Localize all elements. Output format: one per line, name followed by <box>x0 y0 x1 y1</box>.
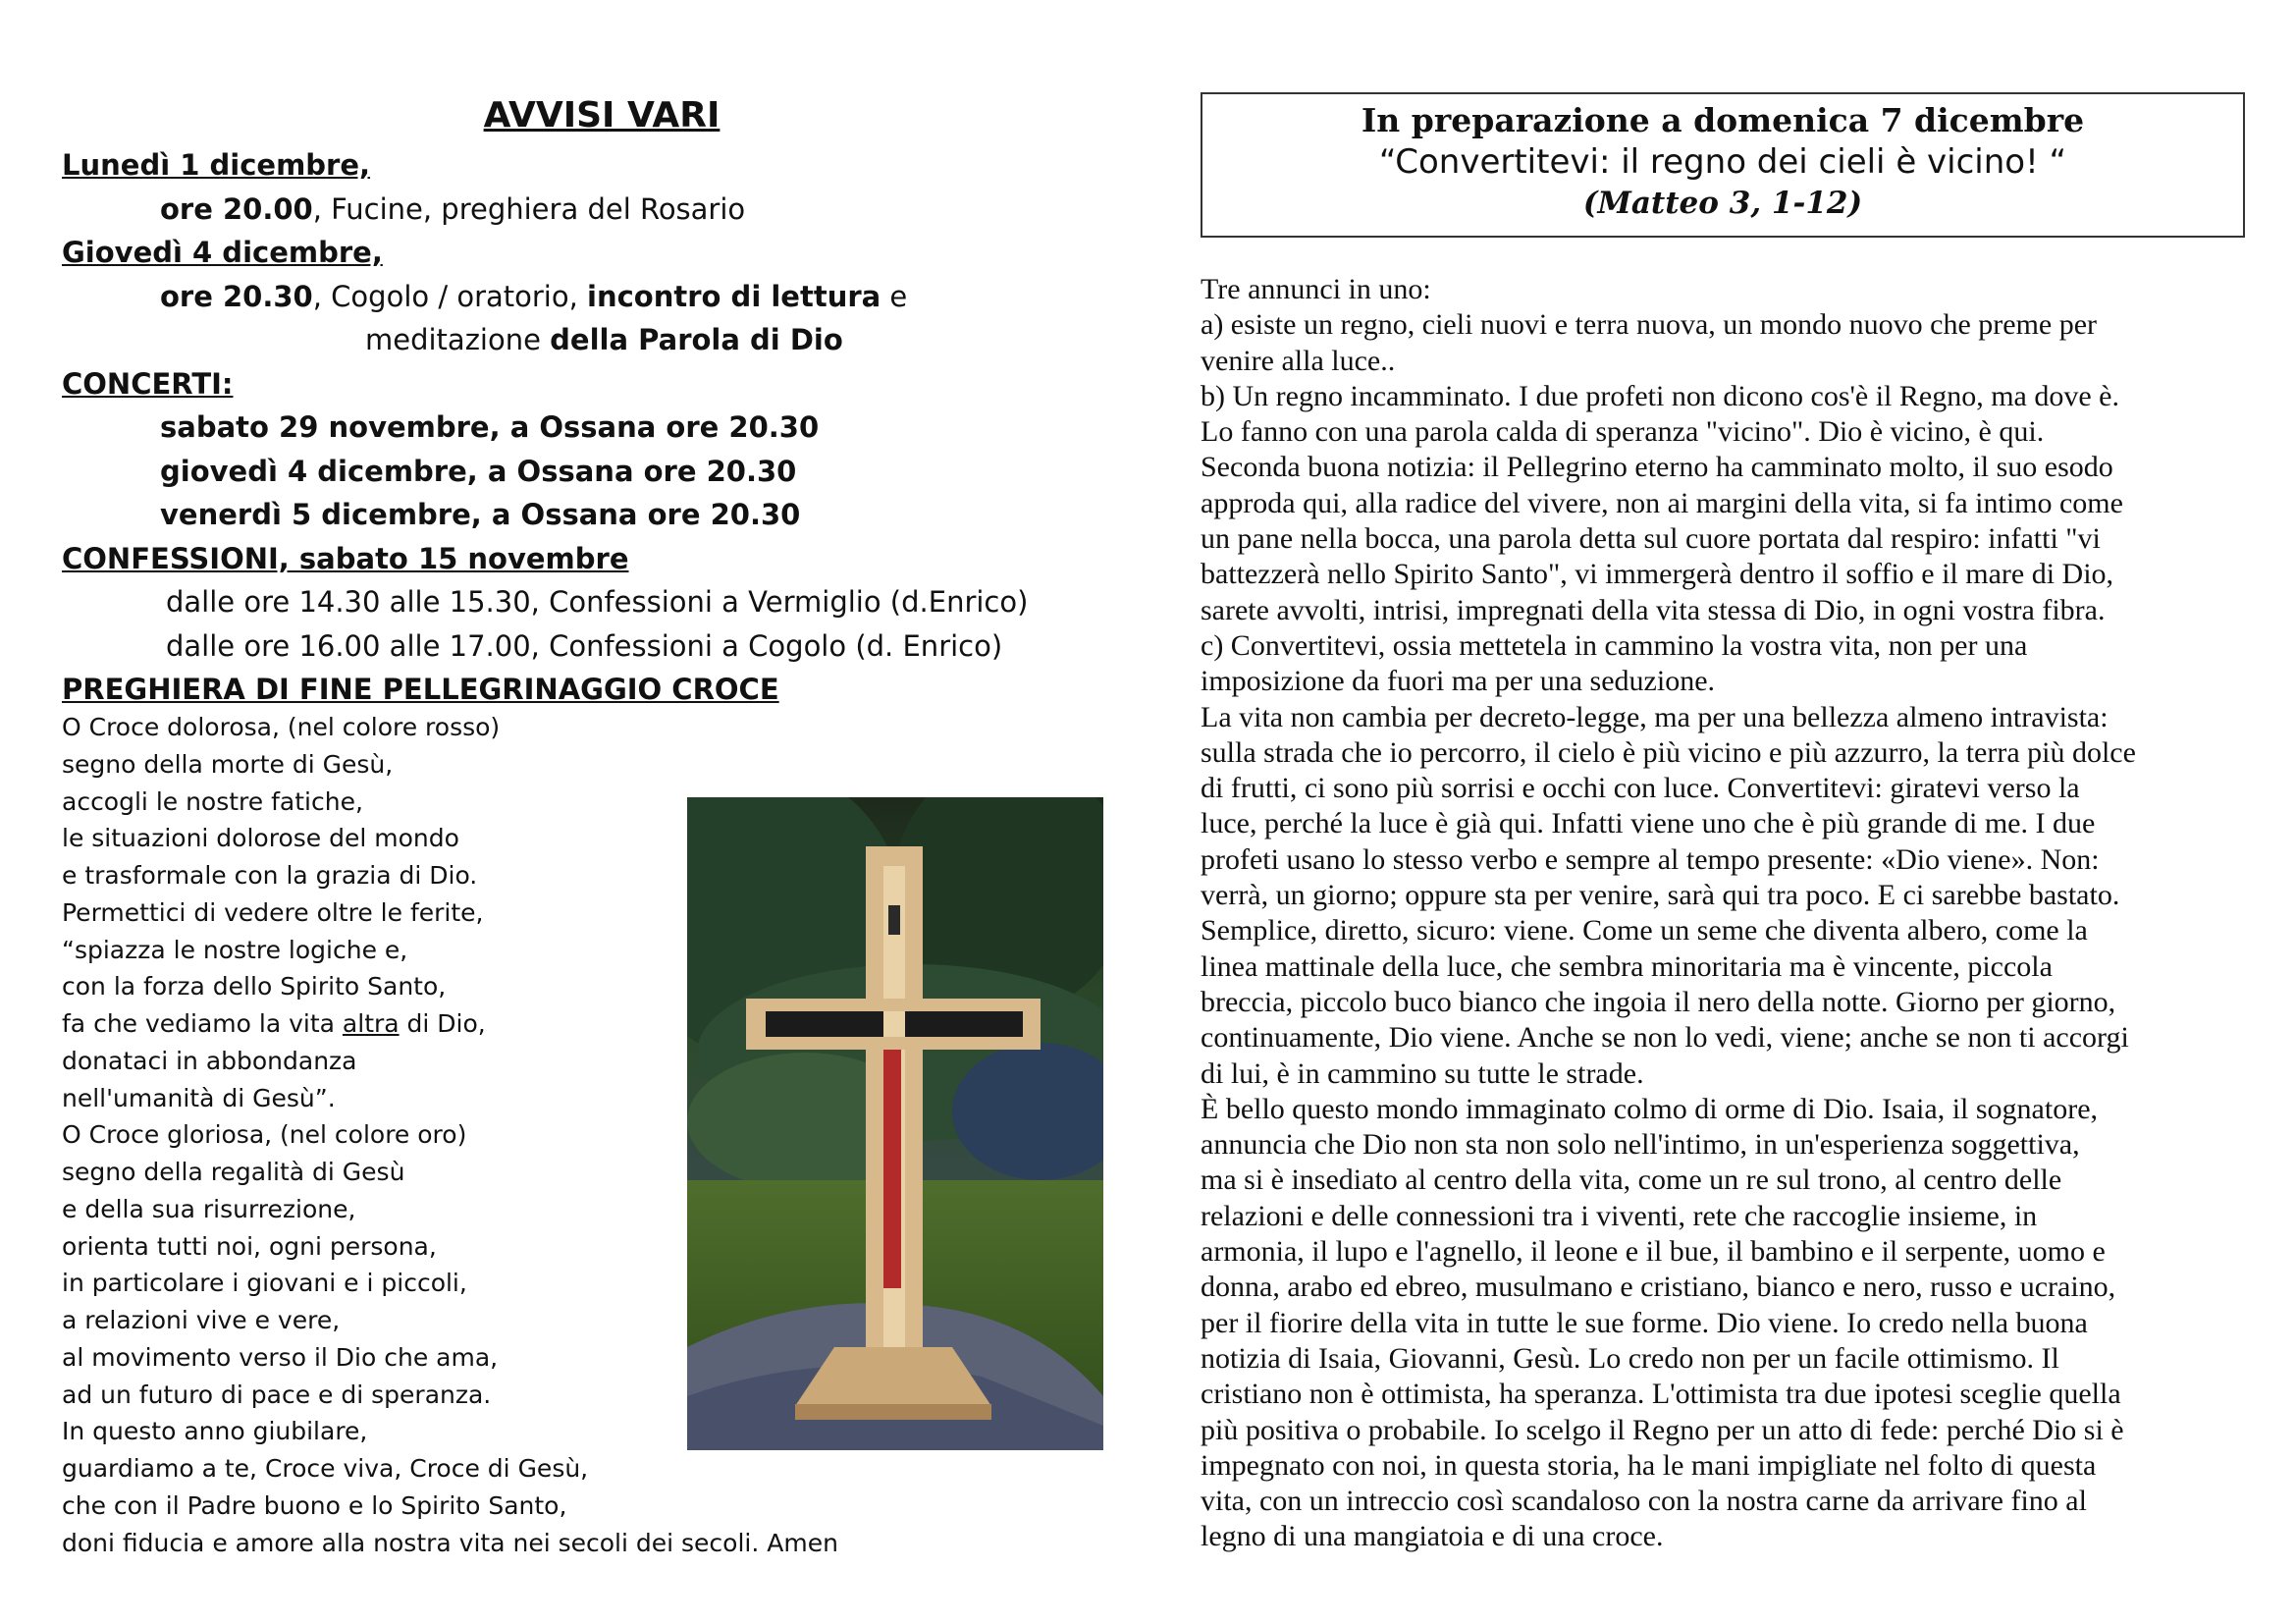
day2-event <box>62 275 1122 319</box>
confession-item: dalle ore 16.00 alle 17.00, Confessioni a Cogolo (d. Enrico) <box>166 628 1003 663</box>
commentary-line: vita, con un intreccio così scandaloso con la nostra carne da arrivare fino al <box>1201 1485 2087 1518</box>
gospel-reference: (Matteo 3, 1-12) <box>1582 186 1863 221</box>
day2-event-line2 <box>62 318 1122 362</box>
prayer-line: nell'umanità di Gesù”. <box>62 1083 336 1112</box>
prayer-line: al movimento verso il Dio che ama, <box>62 1342 499 1372</box>
day2-time: ore 20.30 <box>160 279 313 313</box>
day1-time: ore 20.00 <box>160 191 313 226</box>
commentary-line: approda qui, alla radice del vivere, non ai margini della vita, si fa intimo come <box>1201 486 2123 519</box>
prayer-line: a relazioni vive e vere, <box>62 1306 341 1334</box>
commentary-line: Semplice, diretto, sicuro: viene. Come un seme che diventa albero, come la <box>1201 914 2088 947</box>
commentary-line: più positiva o probabile. Io scelgo il Regno per un atto di fede: perché Dio si è <box>1201 1413 2124 1446</box>
commentary-line: armonia, il lupo e l'agnello, il leone e il bue, il bambino e il serpente, uomo e <box>1201 1235 2106 1269</box>
prayer-line: Permettici di vedere oltre le ferite, <box>62 897 484 927</box>
prayer-altra-a: fa che vediamo la vita <box>62 1009 343 1038</box>
commentary-line: di lui, è in cammino su tutte le strade. <box>1201 1056 1644 1090</box>
commentary-line: ma si è insediato al centro della vita, come un re sul trono, al centro delle <box>1201 1164 2062 1197</box>
prayer-line: accogli le nostre fatiche, <box>62 786 363 816</box>
commentary-line: b) Un regno incamminato. I due profeti non dicono cos'è il Regno, ma dove è. <box>1201 379 2119 412</box>
prayer-line: le situazioni dolorose del mondo <box>62 824 459 853</box>
day2-text-a: , Cogolo / oratorio, <box>312 279 588 313</box>
day1-text: , Fucine, preghiera del Rosario <box>312 191 746 226</box>
concert-item: giovedì 4 dicembre, a Ossana ore 20.30 <box>160 454 797 488</box>
commentary-line: imposizione da fuori ma per una seduzione. <box>1201 665 1716 698</box>
prayer-line: doni fiducia e amore alla nostra vita nei secoli dei secoli. Amen <box>62 1528 838 1557</box>
gospel-box <box>1201 92 2245 238</box>
commentary-line: linea mattinale della luce, che sembra minoritaria ma è vincente, piccola <box>1201 949 2053 983</box>
prayer-line: “spiazza le nostre logiche e, <box>62 935 408 964</box>
prayer-line: con la forza dello Spirito Santo, <box>62 972 447 1001</box>
prayer-heading: PREGHIERA DI FINE PELLEGRINAGGIO CROCE <box>62 673 779 706</box>
commentary-line: annuncia che Dio non sta non solo nell'intimo, in un'esperienza soggettiva, <box>1201 1128 2080 1162</box>
concerts-heading: CONCERTI: <box>62 366 234 401</box>
day2-heading: Giovedì 4 dicembre, <box>62 236 383 269</box>
concert-item: sabato 29 novembre, a Ossana ore 20.30 <box>160 410 820 444</box>
prayer-altra-b: di Dio, <box>399 1009 486 1038</box>
commentary-line: La vita non cambia per decreto-legge, ma per una bellezza almeno intravista: <box>1201 700 2109 733</box>
prayer-line: O Croce dolorosa, (nel colore rosso) <box>62 713 501 741</box>
commentary-line: per il fiorire della vita in tutte le sue forme. Dio viene. Io credo nella buona <box>1201 1306 2088 1339</box>
prayer-line: segno della morte di Gesù, <box>62 749 394 779</box>
commentary-line: battezzerà nello Spirito Santo", vi immergerà dentro il soffio e il mare di Dio, <box>1201 558 2114 591</box>
day2-text-b: e <box>881 279 908 313</box>
commentary-line: È bello questo mondo immaginato colmo di orme di Dio. Isaia, il sognatore, <box>1201 1092 2099 1125</box>
prayer-line: in particolare i giovani e i piccoli, <box>62 1269 467 1298</box>
commentary-line: Seconda buona notizia: il Pellegrino eterno ha camminato molto, il suo esodo <box>1201 451 2113 484</box>
commentary-line: Lo fanno con una parola calda di speranza "vicino". Dio è vicino, è qui. <box>1201 415 2045 449</box>
commentary-line: a) esiste un regno, cieli nuovi e terra nuova, un mondo nuovo che preme per <box>1201 308 2098 342</box>
commentary-line: impegnato con noi, in questa storia, ha le mani impigliate nel folto di questa <box>1201 1448 2097 1482</box>
concert-item: venerdì 5 dicembre, a Ossana ore 20.30 <box>160 498 801 531</box>
commentary-text <box>1201 272 2251 1555</box>
day2-line2-bold: della Parola di Dio <box>550 323 843 356</box>
commentary-line: donna, arabo ed ebreo, musulmano e cristiano, bianco e nero, russo e ucraino, <box>1201 1271 2116 1304</box>
commentary-line: un pane nella bocca, una parola detta sul cuore portata dal respiro: infatti "vi <box>1201 522 2101 556</box>
confessions-heading: CONFESSIONI, sabato 15 novembre <box>62 541 629 575</box>
prayer-line: donataci in abbondanza <box>62 1046 357 1075</box>
cross-photo <box>687 797 1103 1450</box>
prayer-line: e trasformale con la grazia di Dio. <box>62 861 478 890</box>
commentary-line: sarete avvolti, intrisi, impregnati della vita stessa di Dio, in ogni vostra fibra. <box>1201 593 2106 626</box>
prayer-line: segno della regalità di Gesù <box>62 1158 405 1186</box>
prayer-line: ad un futuro di pace e di speranza. <box>62 1380 492 1409</box>
gospel-intro: In preparazione a domenica 7 dicembre <box>1361 101 2085 139</box>
commentary-line: cristiano non è ottimista, ha speranza. L'ottimista tra due ipotesi sceglie quella <box>1201 1378 2121 1411</box>
confession-item: dalle ore 14.30 alle 15.30, Confessioni a Vermiglio (d.Enrico) <box>166 585 1029 619</box>
commentary-line: sulla strada che io percorro, il cielo è più vicino e più azzurro, la terra più dolce <box>1201 735 2136 769</box>
day2-bold: incontro di lettura <box>587 279 881 313</box>
prayer-line: orienta tutti noi, ogni persona, <box>62 1231 437 1261</box>
cross-illustration <box>687 797 1103 1450</box>
commentary-line: Tre annunci in uno: <box>1201 273 1431 305</box>
commentary-line: continuamente, Dio viene. Anche se non lo vedi, viene; anche se non ti accorgi <box>1201 1021 2129 1055</box>
commentary-line: breccia, piccolo buco bianco che ingoia il nero della notte. Giorno per giorno, <box>1201 985 2116 1018</box>
commentary-line: profeti usano lo stesso verbo e sempre al tempo presente: «Dio viene». Non: <box>1201 842 2100 876</box>
day2-line2-a: meditazione <box>365 323 551 356</box>
day1-heading: Lunedì 1 dicembre, <box>62 148 371 182</box>
prayer-line: O Croce gloriosa, (nel colore oro) <box>62 1120 467 1150</box>
prayer-line: guardiamo a te, Croce viva, Croce di Gesù, <box>62 1454 589 1483</box>
prayer-line: In questo anno giubilare, <box>62 1417 368 1446</box>
gospel-quote: “Convertitevi: il regno dei cieli è vicino! “ <box>1378 142 2067 182</box>
prayer-altra-underlined: altra <box>342 1009 400 1038</box>
day1-event <box>62 188 1122 232</box>
prayer-line: e della sua risurrezione, <box>62 1194 356 1223</box>
commentary-line: c) Convertitevi, ossia mettetela in cammino la vostra vita, non per una <box>1201 628 2028 662</box>
commentary-line: notizia di Isaia, Giovanni, Gesù. Lo credo non per un facile ottimismo. Il <box>1201 1341 2059 1375</box>
commentary-line: venire alla luce.. <box>1201 344 1396 377</box>
commentary-line: legno di una mangiatoia e di una croce. <box>1201 1520 1664 1553</box>
prayer-line: che con il Padre buono e lo Spirito Santo, <box>62 1490 567 1520</box>
commentary-line: luce, perché la luce è già qui. Infatti viene uno che è più grande di me. I due <box>1201 807 2096 840</box>
commentary-line: di frutti, ci sono più sorrisi e occhi con luce. Convertitevi: giratevi verso la <box>1201 772 2080 805</box>
commentary-line: relazioni e delle connessioni tra i viventi, rete che raccoglie insieme, in <box>1201 1199 2038 1232</box>
notices-title: AVVISI VARI <box>483 95 721 135</box>
notices-section <box>62 88 1122 712</box>
commentary-line: verrà, un giorno; oppure sta per venire, sarà qui tra poco. E ci sarebbe bastato. <box>1201 879 2120 912</box>
